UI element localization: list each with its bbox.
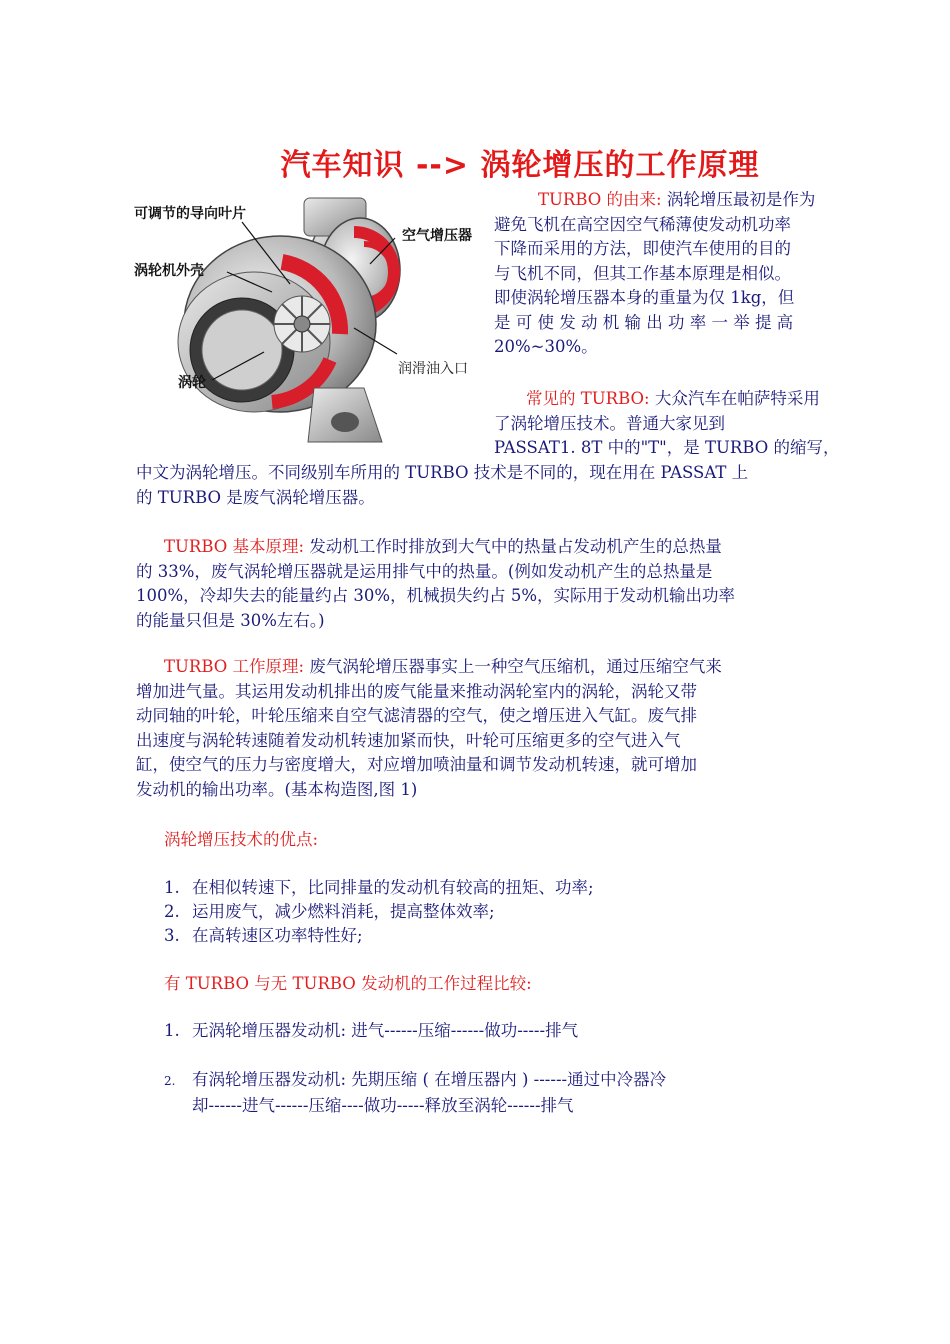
section-common: [494, 387, 904, 461]
basic-line: 的能量只但是 30%左右。): [136, 610, 325, 630]
page-title: 汽车知识 --> 涡轮增压的工作原理: [280, 148, 760, 183]
label-turbine: 涡轮: [178, 375, 206, 391]
advantages-heading: 涡轮增压技术的优点:: [164, 830, 319, 849]
origin-first-line: [494, 188, 904, 213]
turbocharger-diagram: [132, 192, 494, 454]
section-basic: [136, 535, 904, 633]
origin-line: 是 可 使 发 动 机 输 出 功 率 一 举 提 高: [494, 312, 794, 332]
compare-text: 无涡轮增压器发动机: 进气------压缩------做功-----排气: [192, 1021, 579, 1040]
basic-line: 100%，冷却失去的能量约占 30%，机械损失约占 5%，实际用于发动机输出功率: [136, 586, 736, 605]
origin-lead: 涡轮增压最初是作为: [666, 190, 816, 209]
advantage-item: [164, 876, 594, 901]
compare-text-line: 有涡轮增压器发动机: 先期压缩 ( 在增压器内 ) ------通过中冷器冷: [192, 1070, 667, 1089]
basic-heading: TURBO 基本原理:: [164, 537, 305, 556]
common-line: 的 TURBO 是废气涡轮增压器。: [136, 487, 375, 507]
advantage-number: 2.: [164, 902, 180, 921]
basic-lead: 发动机工作时排放到大气中的热量占发动机产生的总热量: [309, 537, 722, 556]
compare-heading: 有 TURBO 与无 TURBO 发动机的工作过程比较:: [164, 974, 532, 993]
section-common-continued: [136, 461, 904, 510]
work-line: 动同轴的叶轮，叶轮压缩来自空气滤清器的空气，使之增压进入气缸。废气排: [136, 706, 697, 725]
basic-line: 的 33%，废气涡轮增压器就是运用排气中的热量。(例如发动机产生的总热量是: [136, 561, 713, 581]
advantage-item: [164, 924, 363, 949]
advantage-number: 3.: [164, 926, 180, 945]
advantage-text: 运用废气，减少燃料消耗，提高整体效率;: [192, 902, 495, 921]
label-turbine-housing: 涡轮机外壳: [134, 263, 204, 279]
work-lead: 废气涡轮增压器事实上一种空气压缩机，通过压缩空气来: [309, 657, 722, 676]
work-line: 增加进气量。其运用发动机排出的废气能量来推动涡轮室内的涡轮，涡轮又带: [136, 681, 697, 701]
work-first-line: [136, 655, 904, 680]
origin-line: 20%~30%。: [494, 337, 598, 356]
common-lead: 大众汽车在帕萨特采用: [654, 389, 820, 408]
compare-item: [164, 1068, 904, 1118]
label-guide-vanes: 可调节的导向叶片: [134, 206, 246, 222]
work-heading: TURBO 工作原理:: [164, 657, 305, 676]
common-line: 了涡轮增压技术。普通大家见到: [494, 413, 725, 433]
advantage-number: 1.: [164, 878, 180, 897]
origin-line: 即使涡轮增压器本身的重量为仅 1kg，但: [494, 288, 795, 307]
section-work: [136, 655, 904, 802]
work-line: 发动机的输出功率。(基本构造图,图 1): [136, 779, 418, 799]
compare-number: 1.: [164, 1021, 180, 1040]
label-compressor: 空气增压器: [402, 228, 472, 244]
compare-number: 2.: [164, 1074, 176, 1088]
common-heading: 常见的 TURBO:: [526, 389, 650, 408]
work-line: 缸，使空气的压力与密度增大，对应增加喷油量和调节发动机转速，就可增加: [136, 755, 697, 774]
origin-line: 与飞机不同，但其工作基本原理是相似。: [494, 263, 791, 283]
origin-line: 避免飞机在高空因空气稀薄使发动机功率: [494, 214, 791, 234]
origin-line: 下降而采用的方法，即使汽车使用的目的: [494, 239, 791, 258]
advantage-text: 在相似转速下，比同排量的发动机有较高的扭矩、功率;: [192, 878, 594, 897]
origin-heading: TURBO 的由来:: [538, 190, 662, 209]
label-oil-inlet: 润滑油入口: [398, 361, 468, 377]
work-line: 出速度与涡轮转速随着发动机转速加紧而快，叶轮可压缩更多的空气进入气: [136, 730, 681, 750]
section-origin: [494, 188, 904, 360]
advantage-text: 在高转速区功率特性好;: [192, 926, 363, 945]
compare-text-line: 却------进气------压缩----做功-----释放至涡轮------排气: [192, 1095, 574, 1115]
common-line: 中文为涡轮增压。不同级别车所用的 TURBO 技术是不同的，现在用在 PASSAT 上: [136, 463, 749, 482]
compare-item: [164, 1019, 578, 1044]
advantage-item: [164, 900, 495, 925]
basic-first-line: [136, 535, 904, 560]
common-line: PASSAT1. 8T 中的"T"，是 TURBO 的缩写，: [494, 438, 840, 457]
common-first-line: [494, 387, 904, 412]
